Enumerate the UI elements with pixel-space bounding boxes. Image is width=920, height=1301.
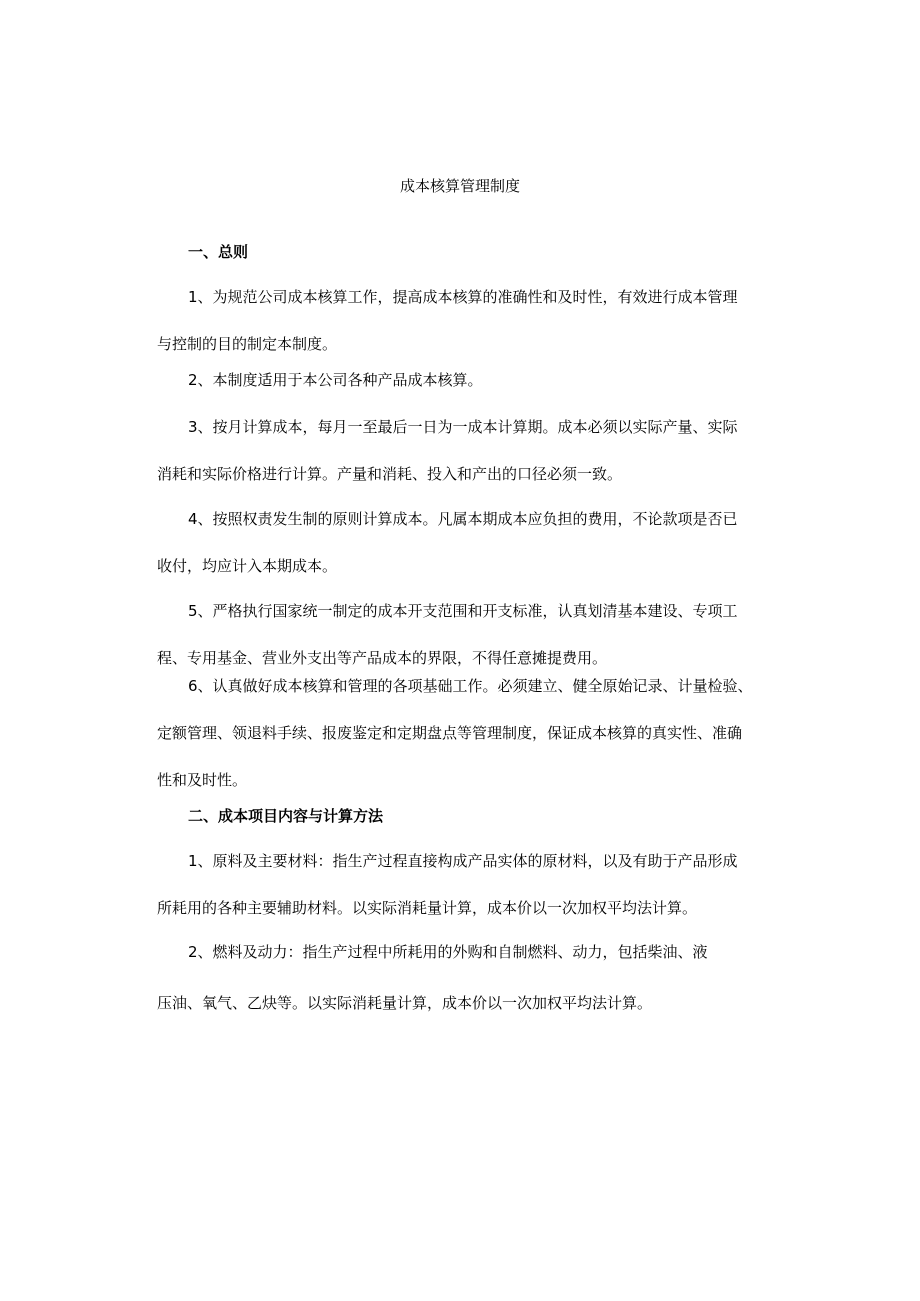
paragraph-line: 收付，均应计入本期成本。 xyxy=(157,557,338,575)
paragraph-line: 1、原料及主要材料：指生产过程直接构成产品实体的原材料，以及有助于产品形成 xyxy=(188,852,738,870)
paragraph-line: 4、按照权责发生制的原则计算成本。凡属本期成本应负担的费用，不论款项是否已 xyxy=(188,510,738,528)
paragraph-line: 与控制的目的制定本制度。 xyxy=(157,335,338,353)
paragraph-line: 定额管理、领退料手续、报废鉴定和定期盘点等管理制度，保证成本核算的真实性、准确 xyxy=(157,724,743,742)
paragraph-1-6 xyxy=(157,663,767,804)
paragraph-2-2 xyxy=(157,929,767,1027)
paragraph-line: 压油、氧气、乙炔等。以实际消耗量计算，成本价以一次加权平均法计算。 xyxy=(157,994,653,1012)
section-heading-cost-items: 二、成本项目内容与计算方法 xyxy=(188,807,384,825)
paragraph-line: 5、严格执行国家统一制定的成本开支范围和开支标准，认真划清基本建设、专项工 xyxy=(188,602,738,620)
paragraph-line: 6、认真做好成本核算和管理的各项基础工作。必须建立、健全原始记录、计量检验、 xyxy=(188,677,753,695)
paragraph-1-1 xyxy=(157,274,767,368)
paragraph-1-4 xyxy=(157,496,767,590)
document-title: 成本核算管理制度 xyxy=(399,177,520,195)
section-heading-general: 一、总则 xyxy=(188,243,249,261)
paragraph-1-2 xyxy=(157,357,767,404)
paragraph-line: 程、专用基金、营业外支出等产品成本的界限，不得任意摊提费用。 xyxy=(157,649,608,667)
paragraph-line: 消耗和实际价格进行计算。产量和消耗、投入和产出的口径必须一致。 xyxy=(157,465,623,483)
paragraph-line: 所耗用的各种主要辅助材料。以实际消耗量计算，成本价以一次加权平均法计算。 xyxy=(157,899,698,917)
paragraph-1-3 xyxy=(157,404,767,498)
paragraph-line: 1、为规范公司成本核算工作，提高成本核算的准确性和及时性，有效进行成本管理 xyxy=(188,288,738,306)
paragraph-line: 3、按月计算成本，每月一至最后一日为一成本计算期。成本必须以实际产量、实际 xyxy=(188,418,738,436)
paragraph-2-1 xyxy=(157,838,767,932)
paragraph-line: 2、本制度适用于本公司各种产品成本核算。 xyxy=(188,371,483,389)
paragraph-line: 性和及时性。 xyxy=(157,771,248,789)
paragraph-line: 2、燃料及动力：指生产过程中所耗用的外购和自制燃料、动力，包括柴油、液 xyxy=(188,943,708,961)
